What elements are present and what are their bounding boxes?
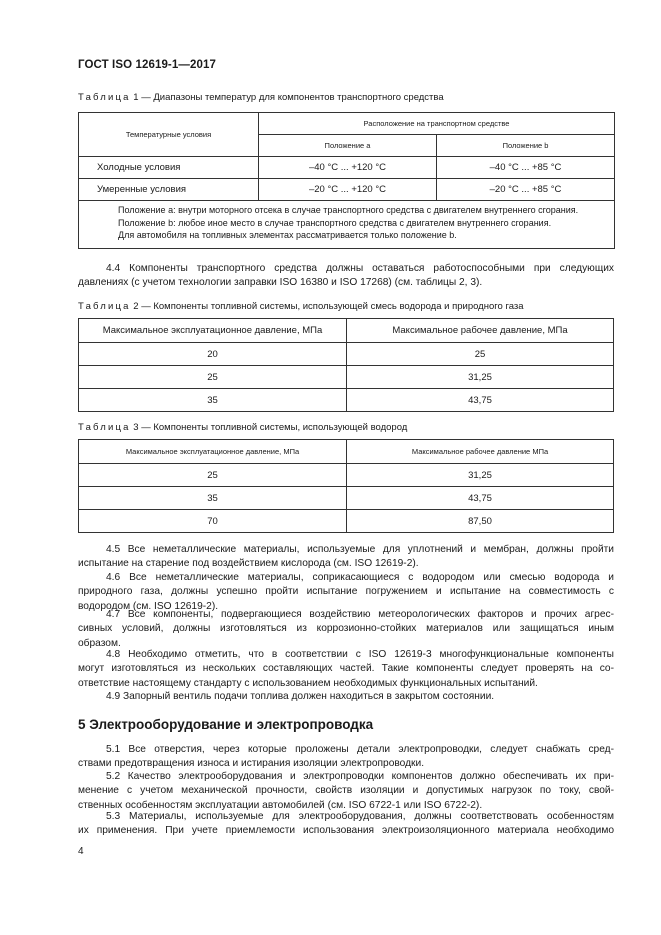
table2-pressure-h2-ng <box>78 318 614 412</box>
table1-notes <box>79 201 615 249</box>
table1-cell-a: –40 °C ... +120 °C <box>259 157 437 179</box>
table1-note: Для автомобиля на топливных элементах рассматривается только положение b. <box>118 230 457 240</box>
table2-caption: Таблица 2 — Компоненты топливной системы, использующей смесь водорода и природного газа <box>78 301 524 312</box>
paragraph-4-7: 4.7 Все компоненты, подвергающиеся воздействию метеорологических факторов и прочих агрес- сивных условий, должны изготовляться из коррозионно-стойких материалов или защищаться иным образом. <box>78 609 614 649</box>
table2-cell-work: 25 <box>347 343 614 366</box>
table1-cell-b: –40 °C ... +85 °C <box>437 157 615 179</box>
table2-cell-op: 35 <box>79 389 347 412</box>
section-5-heading: 5 Электрооборудование и электропроводка <box>78 717 374 732</box>
table3-cell-work: 43,75 <box>347 487 614 510</box>
table-row <box>79 510 614 533</box>
table2-head-max-operating: Максимальное эксплуатационное давление, МПа <box>79 319 347 343</box>
table-row <box>79 487 614 510</box>
table3-cell-work: 31,25 <box>347 464 614 487</box>
table2-cell-op: 25 <box>79 366 347 389</box>
table3-caption: Таблица 3 — Компоненты топливной системы, использующей водород <box>78 422 408 433</box>
document-header: ГОСТ ISO 12619-1—2017 <box>78 59 216 71</box>
table1-row-label: Холодные условия <box>79 157 259 179</box>
paragraph-4-4: 4.4 Компоненты транспортного средства должны оставаться работоспособными при следующих давлениях (с учетом технологии заправки ISO 16380 и ISO 17268) (см. таблицы 2, 3). <box>78 263 614 289</box>
table-row <box>79 343 614 366</box>
table1-head-conditions: Температурные условия <box>79 113 259 157</box>
table1-head-location: Расположение на транспортном средстве <box>259 113 615 135</box>
table3-head-max-operating: Максимальное эксплуатационное давление, МПа <box>79 440 347 464</box>
paragraph-5-2: 5.2 Качество электрооборудования и электропроводки компонентов должно обеспечивать их при- менение с учетом механической прочности, свойств изоляции и допустимых нагрузок по току, свой- ственных особенностям эксплуатации автомобилей (см. ISO 6722-1 или ISO 6722-2). <box>78 771 614 811</box>
table3-head-max-working: Максимальное рабочее давление МПа <box>347 440 614 464</box>
table3-cell-op: 25 <box>79 464 347 487</box>
table1-note: Положение a: внутри моторного отсека в случае транспортного средства с двигателем внутреннего сгорания. <box>118 205 579 215</box>
table3-cell-work: 87,50 <box>347 510 614 533</box>
paragraph-5-1: 5.1 Все отверстия, через которые проложены детали электропроводки, следует снабжать сред- ствами предотвращения износа и истирания изоляции электропроводки. <box>78 744 614 770</box>
table1-cell-a: –20 °C ... +120 °C <box>259 179 437 201</box>
table1-temperature-ranges <box>78 112 615 249</box>
table3-pressure-h2 <box>78 439 614 533</box>
table2-head-max-working: Максимальное рабочее давление, МПа <box>347 319 614 343</box>
paragraph-4-5: 4.5 Все неметаллические материалы, используемые для уплотнений и мембран, должны пройти испытание на старение под воздействием кислорода (см. ISO 12619-2). <box>78 544 614 570</box>
paragraph-5-3: 5.3 Материалы, используемые для электрооборудования, должны соответствовать особенностям их применения. При учете приемлемости использования электроизоляционного материала необходимо <box>78 811 614 837</box>
table-row <box>79 179 615 201</box>
table3-cell-op: 70 <box>79 510 347 533</box>
table1-head-position-b: Положение b <box>437 135 615 157</box>
table1-note: Положение b: любое иное место в случае транспортного средства с двигателем внутреннего сгорания. <box>118 217 552 228</box>
table2-cell-op: 20 <box>79 343 347 366</box>
table-row <box>79 389 614 412</box>
paragraph-4-6: 4.6 Все неметаллические материалы, соприкасающиеся с водородом или смесью водорода и природного газа, должны успешно пройти испытание погружением и испытание на совместимость с водородом (см. ISO 12619-2). <box>78 572 614 612</box>
table-row <box>79 157 615 179</box>
table1-row-label: Умеренные условия <box>79 179 259 201</box>
table1-head-position-a: Положение a <box>259 135 437 157</box>
page-number: 4 <box>78 846 84 857</box>
paragraph-4-8: 4.8 Необходимо отметить, что в соответствии с ISO 12619-3 многофункциональные компоненты могут изготовляться из нескольких составляющих частей. Такие компоненты следует проверять на со- ответствие настоящему стандарту с использованием необходимых функциональных испытаний. <box>78 649 614 689</box>
table1-cell-b: –20 °C ... +85 °C <box>437 179 615 201</box>
table3-cell-op: 35 <box>79 487 347 510</box>
table-row <box>79 366 614 389</box>
table1-caption: Таблица 1 — Диапазоны температур для компонентов транспортного средства <box>78 92 444 103</box>
table2-cell-work: 43,75 <box>347 389 614 412</box>
table-row <box>79 464 614 487</box>
table2-cell-work: 31,25 <box>347 366 614 389</box>
paragraph-4-9: 4.9 Запорный вентиль подачи топлива должен находиться в закрытом состоянии. <box>106 691 495 702</box>
